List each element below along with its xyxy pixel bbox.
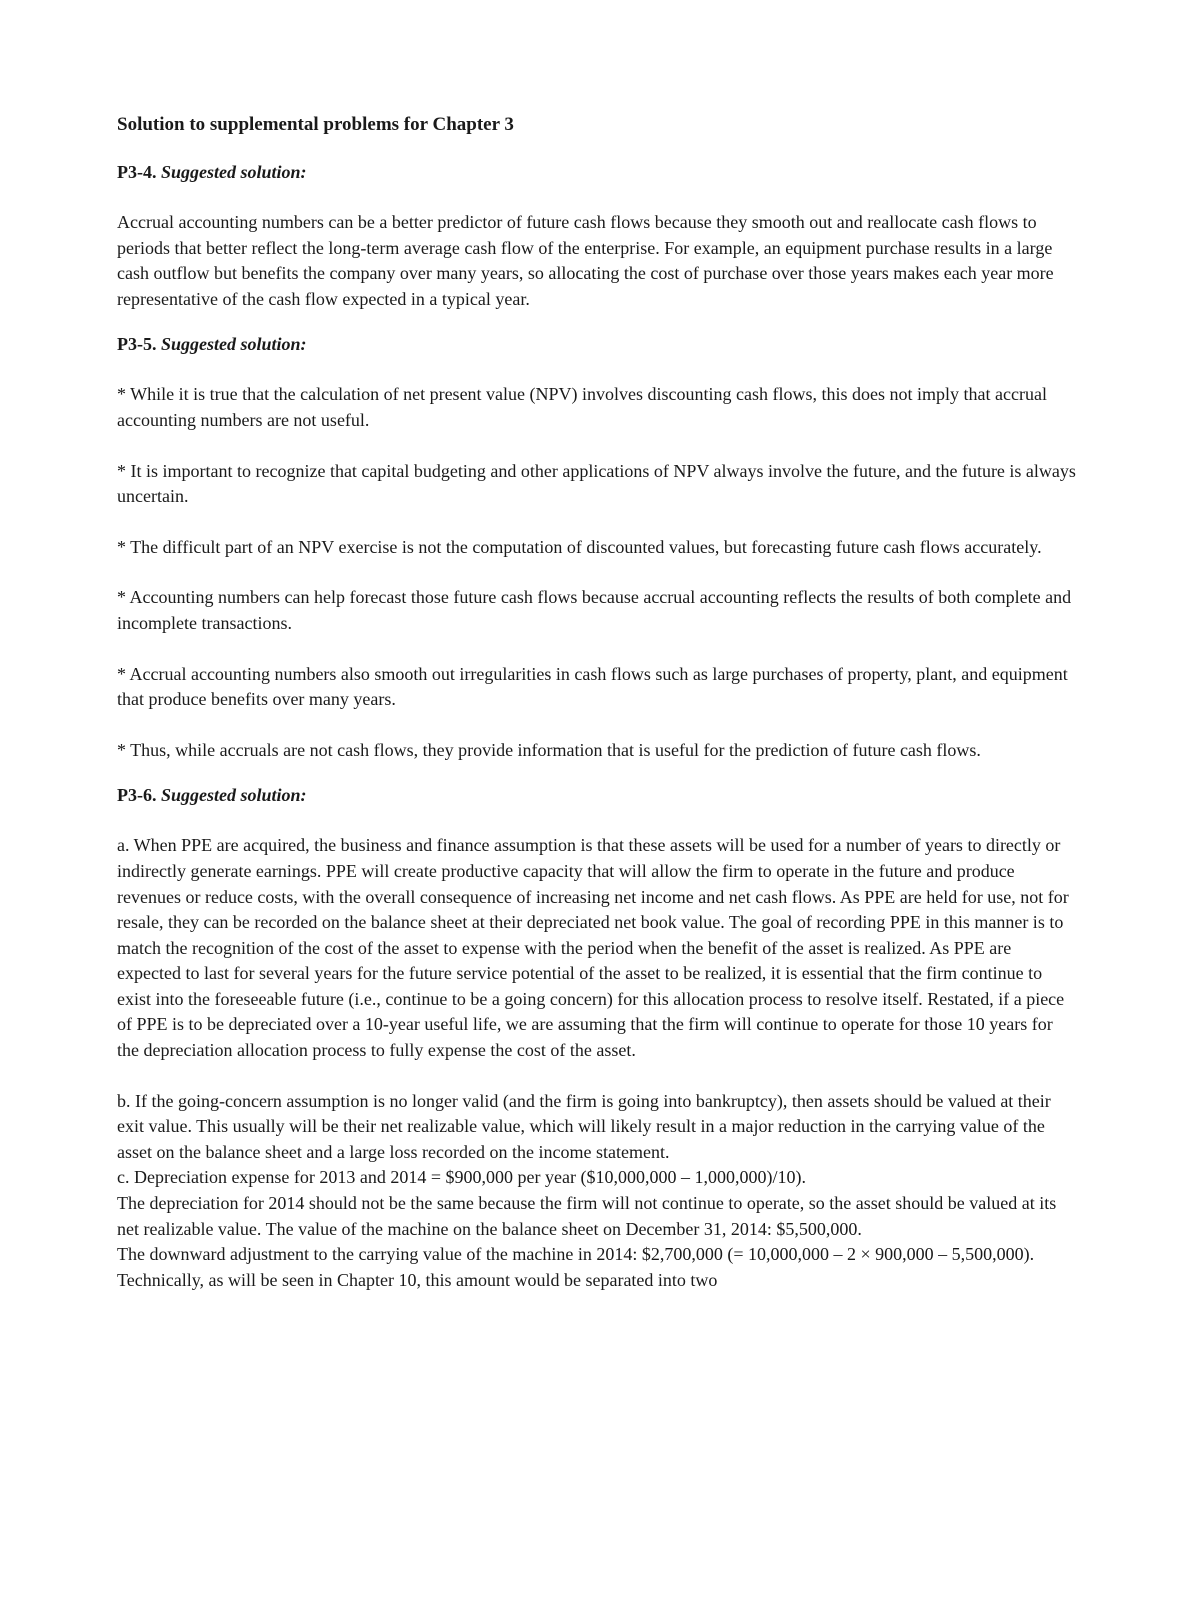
section-number: P3-5. xyxy=(117,334,157,355)
bullet-paragraph: * Accounting numbers can help forecast those future cash flows because accrual accounting reflects the results of both complete and incomplete transactions. xyxy=(117,587,1072,633)
section-subtitle: Suggested solution: xyxy=(161,785,307,806)
section-number: P3-4. xyxy=(117,162,157,182)
section-heading-p3-6 xyxy=(117,783,1079,808)
section-subtitle: Suggested solution: xyxy=(161,334,307,355)
bullet-paragraph: * The difficult part of an NPV exercise is not the computation of discounted values, but forecasting future cash flows accurately. xyxy=(117,536,1042,557)
bullet-paragraph: * It is important to recognize that capital budgeting and other applications of NPV always involve the future, and the future is always uncertain. xyxy=(117,460,1076,507)
document-page xyxy=(117,110,1079,1293)
answer-paragraph-b: b. If the going-concern assumption is no longer valid (and the firm is going into bankruptcy), then assets should be valued at their exit value. This usually will be their net realizable value, which will likely result in a major reduction in the carrying value of the asset on the balance sheet and a large loss recorded on the income statement. xyxy=(117,1090,1051,1162)
bullet-paragraph: * Accrual accounting numbers also smooth out irregularities in cash flows such as large purchases of property, plant, and equipment that produce benefits over many years. xyxy=(117,663,1068,710)
answer-line: The depreciation for 2014 should not be the same because the firm will not continue to operate, so the asset should be valued at its net realizable value. The value of the machine on the balance sheet on December 31, 2014: $5,500,000. xyxy=(117,1193,1057,1239)
document-title: Solution to supplemental problems for Chapter 3 xyxy=(117,114,514,135)
bullet-paragraph: * Thus, while accruals are not cash flows, they provide information that is useful for the prediction of future cash flows. xyxy=(117,739,981,760)
answer-paragraph-a: a. When PPE are acquired, the business and finance assumption is that these assets will be used for a number of years to directly or indirectly generate earnings. PPE will create productive capacity that will allow the firm to operate in the future and produce revenues or reduce costs, with the overall consequence of increasing net income and net cash flows. As PPE are held for use, not for resale, they can be recorded on the balance sheet at their depreciated net book value. The goal of recording PPE in this manner is to match the recognition of the cost of the asset to expense with the period when the benefit of the asset is realized. As PPE are expected to last for several years for the future service potential of the asset to be realized, it is essential that the firm continue to exist into the foreseeable future (i.e., continue to be a going concern) for this allocation process to resolve itself. Restated, if a piece of PPE is to be depreciated over a 10-year useful life, we are assuming that the firm will continue to operate for those 10 years for the depreciation allocation process to fully expense the cost of the asset. xyxy=(117,835,1069,1061)
section-subtitle: Suggested solution: xyxy=(161,162,307,182)
paragraph: Accrual accounting numbers can be a better predictor of future cash flows because they smooth out and reallocate cash flows to periods that better reflect the long-term average cash flow of the enterprise. For example, an equipment purchase results in a large cash outflow but benefits the company over many years, so allocating the cost of purchase over those years makes each year more representative of the cash flow expected in a typical year. xyxy=(117,212,1054,309)
section-heading-p3-4 xyxy=(117,160,1079,185)
section-heading-p3-5 xyxy=(117,332,1079,357)
bullet-paragraph: * While it is true that the calculation of net present value (NPV) involves discounting cash flows, this does not imply that accrual accounting numbers are not useful. xyxy=(117,384,1047,430)
answer-line-c: c. Depreciation expense for 2013 and 2014 = $900,000 per year ($10,000,000 – 1,000,000)/10). xyxy=(117,1167,806,1188)
section-number: P3-6. xyxy=(117,785,157,806)
answer-line: The downward adjustment to the carrying value of the machine in 2014: $2,700,000 (= 10,000,000 – 2 × 900,000 – 5,500,000). Technically, as will be seen in Chapter 10, this amount would be separated into two xyxy=(117,1244,1035,1290)
